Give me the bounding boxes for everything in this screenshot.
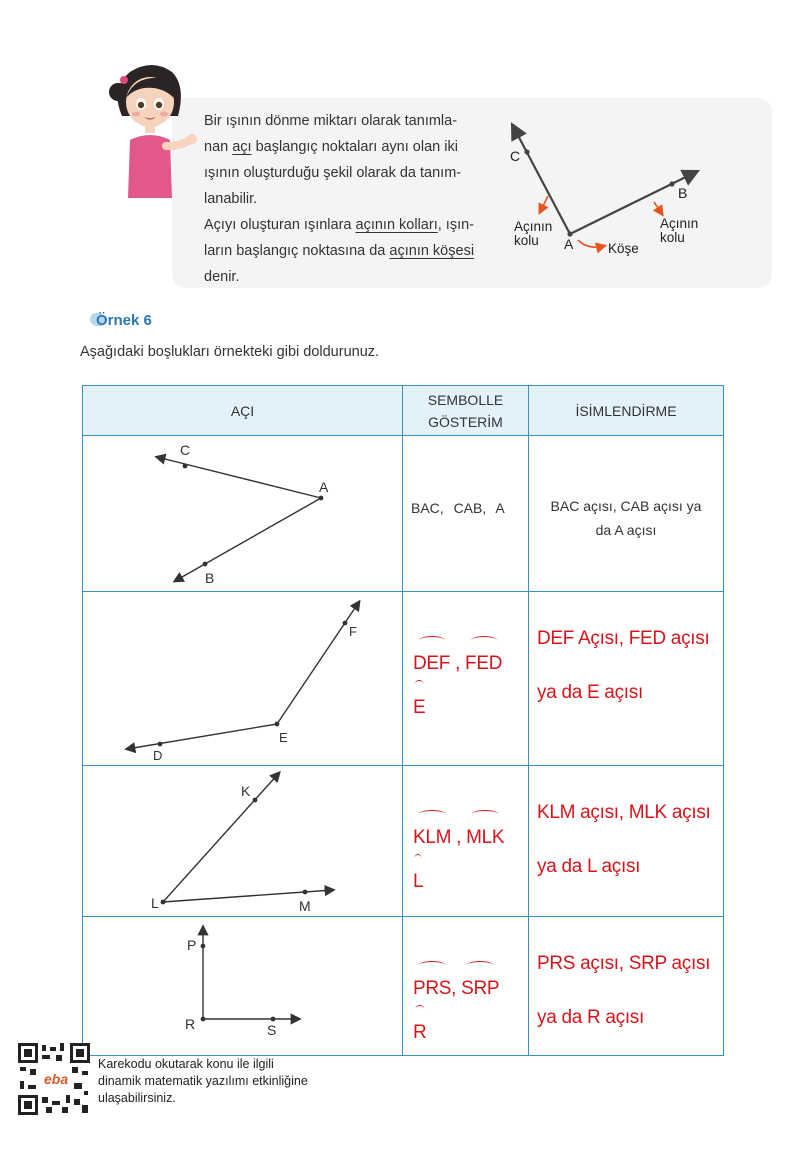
girl-illustration <box>100 58 200 198</box>
point-label: P <box>187 937 197 953</box>
point-label: R <box>185 1016 196 1032</box>
term-angle: açı <box>232 139 252 155</box>
angle-figure-cell <box>83 436 403 592</box>
angle-table <box>82 385 724 1056</box>
example-title: Örnek 6 <box>90 312 152 329</box>
angle-figure-cell <box>83 917 403 1056</box>
naming-cell <box>529 766 724 917</box>
point-a-label: A <box>564 236 574 252</box>
qr-logo: eba <box>44 1071 69 1087</box>
qr-code[interactable] <box>18 1043 90 1115</box>
vertex-label: Köşe <box>608 241 639 256</box>
definition-line: lanabilir. <box>204 191 258 207</box>
definition-line: Bir ışının dönme miktarı olarak tanımla- <box>204 113 458 129</box>
naming-handwritten: PRS açısı, SRP açısı ya da R açısı <box>537 953 711 1028</box>
point-label: A <box>319 479 329 495</box>
point-label: E <box>279 730 288 745</box>
definition-line: Açıyı oluşturan ışınlara açının kolları, ışın- <box>204 217 474 233</box>
header-angle: AÇI <box>83 386 403 436</box>
point-label: M <box>299 898 311 914</box>
angle-parts-diagram <box>500 116 740 266</box>
table-header-row <box>83 386 724 436</box>
right-arm-label: Açının <box>660 216 699 231</box>
qr-note: Karekodu okutarak konu ile ilgili dinamik matematik yazılımı etkinliğine ulaşabilirsiniz. <box>98 1057 308 1105</box>
right-arm-label: kolu <box>660 230 685 245</box>
point-label: S <box>267 1022 277 1038</box>
point-label: K <box>241 783 251 799</box>
symbol-handwritten: PRS, SRP R <box>403 917 528 1055</box>
symbol-cell <box>403 766 529 917</box>
naming-cell <box>529 436 724 592</box>
point-label: B <box>205 570 215 586</box>
definition-text <box>204 108 494 290</box>
point-b-label: B <box>678 185 688 201</box>
angle-bac-figure <box>83 436 403 591</box>
definition-line: ışının oluşturduğu şekil olarak da tanım- <box>204 165 462 181</box>
table-row <box>83 436 724 592</box>
table-row <box>83 592 724 766</box>
definition-line: ların başlangıç noktasına da açının köşesi <box>204 243 475 259</box>
angle-figure-cell <box>83 766 403 917</box>
term-arms: açının kolları <box>355 217 438 233</box>
left-arm-label: Açının <box>514 219 553 234</box>
point-label: F <box>349 624 357 639</box>
symbol-handwritten: KLM , MLK L <box>403 766 528 904</box>
point-label: D <box>153 748 163 763</box>
header-symbol: SEMBOLLE GÖSTERİM <box>403 386 529 436</box>
table-row <box>83 917 724 1056</box>
symbol-cell <box>403 436 529 592</box>
instruction-text: Aşağıdaki boşlukları örnekteki gibi doldurunuz. <box>80 344 380 360</box>
naming-cell <box>529 917 724 1056</box>
naming-printed: BAC açısı, CAB açısı ya da A açısı <box>550 498 702 538</box>
symbol-handwritten: DEF , FED E <box>403 592 528 730</box>
point-c-label: C <box>510 148 521 164</box>
angle-figure-cell <box>83 592 403 766</box>
left-arm-label: kolu <box>514 233 539 248</box>
header-naming: İSİMLENDİRME <box>529 386 724 436</box>
angle-def-figure <box>83 592 403 765</box>
point-label: L <box>151 895 159 911</box>
symbol-cell <box>403 917 529 1056</box>
naming-handwritten: DEF Açısı, FED açısı ya da E açısı <box>537 628 710 703</box>
symbol-cell <box>403 592 529 766</box>
definition-line: nan açı başlangıç noktaları aynı olan iki <box>204 139 458 155</box>
table-row <box>83 766 724 917</box>
naming-cell <box>529 592 724 766</box>
naming-handwritten: KLM açısı, MLK açısı ya da L açısı <box>537 802 711 877</box>
definition-line: denir. <box>204 269 240 285</box>
symbol-printed: BAC, CAB, A <box>411 500 505 516</box>
term-vertex: açının köşesi <box>389 243 475 259</box>
angle-klm-figure <box>83 766 403 916</box>
angle-prs-figure <box>83 917 403 1039</box>
point-label: C <box>180 442 191 458</box>
